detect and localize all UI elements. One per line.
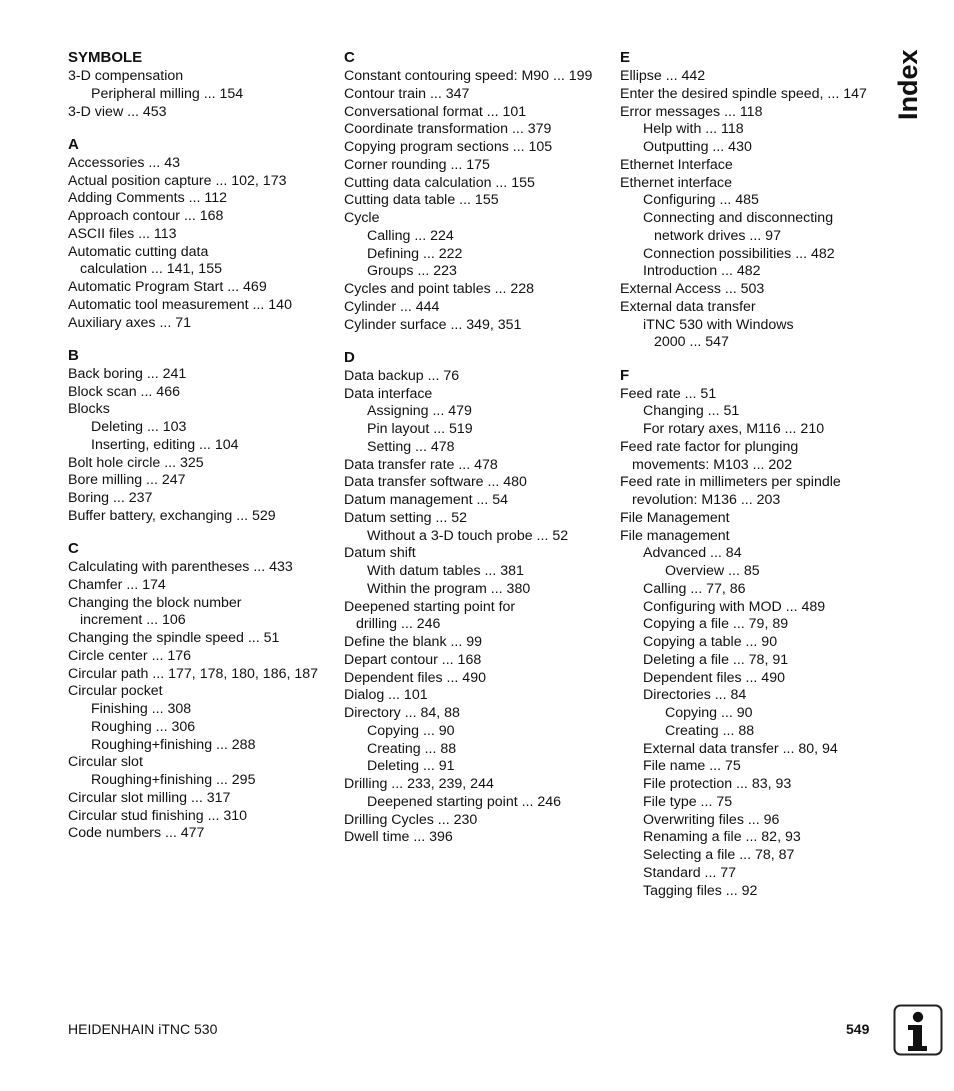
index-entry: Drilling ... 233, 239, 244 bbox=[344, 776, 494, 792]
index-entry: Automatic tool measurement ... 140 bbox=[68, 296, 292, 313]
index-entry: External data transfer bbox=[620, 298, 756, 315]
index-entry: Changing the spindle speed ... 51 bbox=[68, 630, 280, 646]
index-entry: Creating ... 88 bbox=[367, 740, 457, 757]
index-entry: Peripheral milling ... 154 bbox=[91, 85, 244, 102]
index-column-3 bbox=[620, 48, 885, 914]
index-entry: Roughing+finishing ... 295 bbox=[91, 772, 256, 788]
footer-publication: HEIDENHAIN iTNC 530 bbox=[68, 1021, 218, 1037]
index-section-heading: C bbox=[344, 49, 355, 66]
index-entry: Cycles and point tables ... 228 bbox=[344, 281, 535, 297]
index-entry: Within the program ... 380 bbox=[367, 580, 531, 597]
index-entry: Setting ... 478 bbox=[367, 438, 455, 455]
index-entry: Changing ... 51 bbox=[643, 403, 740, 420]
index-entry: Data backup ... 76 bbox=[344, 367, 460, 384]
index-entry: For rotary axes, M116 ... 210 bbox=[643, 421, 825, 437]
index-entry: File type ... 75 bbox=[643, 793, 733, 810]
index-entry: Advanced ... 84 bbox=[643, 545, 742, 562]
index-entry: Bore milling ... 247 bbox=[68, 472, 186, 489]
index-entry: Error messages ... 118 bbox=[620, 103, 763, 120]
index-entry: Feed rate in millimeters per spindle bbox=[620, 474, 841, 491]
index-entry: Pin layout ... 519 bbox=[367, 421, 473, 437]
index-entry: Inserting, editing ... 104 bbox=[91, 436, 239, 453]
index-section-heading: SYMBOLE bbox=[68, 49, 143, 66]
index-entry: Overwriting files ... 96 bbox=[643, 811, 780, 828]
index-entry: Calling ... 224 bbox=[367, 227, 454, 244]
index-section bbox=[344, 348, 612, 847]
index-entry: ASCII files ... 113 bbox=[68, 225, 177, 242]
index-entry: Feed rate ... 51 bbox=[620, 385, 717, 402]
index-entry: Code numbers ... 477 bbox=[68, 825, 205, 842]
index-entry: Data transfer software ... 480 bbox=[344, 474, 527, 491]
index-entry: calculation ... 141, 155 bbox=[80, 261, 222, 278]
index-entry: Cycle bbox=[344, 210, 380, 226]
index-entry: movements: M103 ... 202 bbox=[632, 456, 793, 473]
index-entry: Finishing ... 308 bbox=[91, 701, 192, 717]
index-entry: Deepened starting point for bbox=[344, 598, 516, 615]
index-section-heading: D bbox=[344, 348, 355, 366]
index-entry: Auxiliary axes ... 71 bbox=[68, 314, 192, 331]
index-entry: Cutting data calculation ... 155 bbox=[344, 174, 535, 191]
index-column-2 bbox=[344, 48, 612, 861]
index-column-1 bbox=[68, 48, 336, 857]
index-entry: 3-D compensation bbox=[68, 68, 184, 84]
index-entry: Contour train ... 347 bbox=[344, 85, 470, 102]
index-entry: Connection possibilities ... 482 bbox=[643, 245, 835, 262]
index-entry: Deleting a file ... 78, 91 bbox=[643, 651, 789, 668]
index-entry: Bolt hole circle ... 325 bbox=[68, 454, 204, 471]
index-section bbox=[620, 366, 885, 901]
index-entry: File protection ... 83, 93 bbox=[643, 776, 792, 792]
index-entry: Automatic cutting data bbox=[68, 243, 209, 260]
index-entry: Circular pocket bbox=[68, 683, 163, 700]
index-entry: Approach contour ... 168 bbox=[68, 208, 224, 224]
index-entry: Directory ... 84, 88 bbox=[344, 705, 460, 721]
index-section bbox=[68, 135, 336, 333]
index-entry: Help with ... 118 bbox=[643, 121, 744, 138]
index-entry: Dependent files ... 490 bbox=[344, 669, 486, 686]
index-section bbox=[68, 48, 336, 121]
index-entry: Outputting ... 430 bbox=[643, 139, 752, 155]
index-entry: Changing the block number bbox=[68, 594, 242, 611]
index-entry: Copying a table ... 90 bbox=[643, 634, 778, 650]
index-entry: Roughing+finishing ... 288 bbox=[91, 736, 256, 753]
index-entry: Back boring ... 241 bbox=[68, 365, 187, 382]
index-entry: Cylinder surface ... 349, 351 bbox=[344, 316, 522, 333]
index-entry: Circular path ... 177, 178, 180, 186, 187 bbox=[68, 665, 319, 682]
index-entry: Configuring ... 485 bbox=[643, 192, 759, 209]
index-entry: Copying ... 90 bbox=[367, 722, 455, 739]
index-entry: Ellipse ... 442 bbox=[620, 68, 706, 84]
index-entry: Defining ... 222 bbox=[367, 245, 463, 262]
index-entry: Creating ... 88 bbox=[665, 722, 755, 739]
index-entry: External Access ... 503 bbox=[620, 281, 765, 297]
index-entry: Deleting ... 91 bbox=[367, 758, 455, 775]
index-entry: Adding Comments ... 112 bbox=[68, 190, 228, 207]
index-section bbox=[344, 48, 612, 334]
index-entry: With datum tables ... 381 bbox=[367, 563, 524, 579]
index-entry: Ethernet interface bbox=[620, 174, 732, 191]
index-entry: Enter the desired spindle speed, ... 147 bbox=[620, 85, 867, 102]
index-side-tab-label: Index bbox=[893, 49, 923, 120]
index-entry: Ethernet Interface bbox=[620, 156, 733, 173]
index-section-heading: F bbox=[620, 366, 630, 384]
index-section bbox=[620, 48, 885, 352]
index-entry: Chamfer ... 174 bbox=[68, 576, 166, 593]
index-entry: Introduction ... 482 bbox=[643, 263, 761, 280]
index-entry: drilling ... 246 bbox=[356, 616, 441, 633]
index-section-heading: E bbox=[620, 49, 631, 66]
index-side-tab bbox=[892, 44, 952, 126]
index-entry: Overview ... 85 bbox=[665, 563, 760, 579]
index-entry: Datum management ... 54 bbox=[344, 492, 509, 508]
index-entry: Drilling Cycles ... 230 bbox=[344, 811, 478, 828]
index-entry: Constant contouring speed: M90 ... 199 bbox=[344, 68, 593, 84]
index-entry: Automatic Program Start ... 469 bbox=[68, 279, 267, 295]
index-entry: Roughing ... 306 bbox=[91, 718, 196, 735]
index-entry: Depart contour ... 168 bbox=[344, 651, 482, 668]
index-entry: File Management bbox=[620, 509, 730, 526]
index-entry: Boring ... 237 bbox=[68, 490, 153, 506]
index-entry: Circular stud finishing ... 310 bbox=[68, 807, 248, 824]
index-entry: 2000 ... 547 bbox=[654, 334, 729, 351]
index-entry: External data transfer ... 80, 94 bbox=[643, 740, 838, 757]
index-entry: Directories ... 84 bbox=[643, 687, 747, 704]
index-entry: Coordinate transformation ... 379 bbox=[344, 121, 552, 138]
index-entry: Circular slot milling ... 317 bbox=[68, 789, 231, 806]
index-entry: Copying ... 90 bbox=[665, 705, 753, 721]
index-entry: Accessories ... 43 bbox=[68, 154, 180, 171]
index-entry: Deleting ... 103 bbox=[91, 419, 187, 435]
info-icon bbox=[893, 1004, 943, 1056]
index-entry: iTNC 530 with Windows bbox=[643, 316, 794, 333]
index-entry: Renaming a file ... 82, 93 bbox=[643, 829, 801, 846]
index-entry: Copying a file ... 79, 89 bbox=[643, 616, 789, 633]
index-section bbox=[68, 539, 336, 843]
index-section bbox=[68, 346, 336, 526]
index-section-heading: B bbox=[68, 346, 79, 364]
index-entry: Circular slot bbox=[68, 754, 143, 771]
index-section-heading: A bbox=[68, 135, 79, 153]
index-entry: File name ... 75 bbox=[643, 758, 741, 775]
index-entry: Dependent files ... 490 bbox=[643, 669, 785, 686]
index-entry: Dialog ... 101 bbox=[344, 687, 428, 704]
index-entry: Buffer battery, exchanging ... 529 bbox=[68, 507, 276, 524]
index-entry: Deepened starting point ... 246 bbox=[367, 793, 562, 810]
index-entry: Define the blank ... 99 bbox=[344, 634, 483, 650]
index-entry: Conversational format ... 101 bbox=[344, 103, 527, 120]
index-entry: Selecting a file ... 78, 87 bbox=[643, 847, 795, 863]
index-entry: Connecting and disconnecting bbox=[643, 210, 834, 226]
index-entry: revolution: M136 ... 203 bbox=[632, 492, 781, 508]
index-entry: Circle center ... 176 bbox=[68, 647, 192, 664]
index-entry: Cylinder ... 444 bbox=[344, 298, 440, 315]
index-entry: Calculating with parentheses ... 433 bbox=[68, 559, 293, 575]
index-entry: Blocks bbox=[68, 401, 110, 418]
index-side-tab-graphic bbox=[892, 44, 952, 126]
index-entry: Without a 3-D touch probe ... 52 bbox=[367, 527, 569, 544]
index-entry: Block scan ... 466 bbox=[68, 383, 180, 400]
index-entry: Data interface bbox=[344, 385, 433, 402]
index-entry: Standard ... 77 bbox=[643, 864, 737, 881]
index-entry: Corner rounding ... 175 bbox=[344, 156, 490, 173]
index-entry: Feed rate factor for plunging bbox=[620, 438, 799, 455]
index-entry: Groups ... 223 bbox=[367, 263, 457, 280]
index-entry: Assigning ... 479 bbox=[367, 403, 472, 420]
index-entry: Tagging files ... 92 bbox=[643, 882, 758, 899]
index-entry: Data transfer rate ... 478 bbox=[344, 456, 498, 473]
index-entry: network drives ... 97 bbox=[654, 227, 781, 244]
index-entry: Cutting data table ... 155 bbox=[344, 192, 499, 209]
index-entry: Datum shift bbox=[344, 545, 416, 562]
index-entry: Copying program sections ... 105 bbox=[344, 139, 553, 155]
index-entry: File management bbox=[620, 527, 730, 544]
index-entry: Datum setting ... 52 bbox=[344, 509, 468, 526]
index-entry: 3-D view ... 453 bbox=[68, 103, 167, 120]
index-entry: Calling ... 77, 86 bbox=[643, 580, 746, 597]
index-entry: Dwell time ... 396 bbox=[344, 829, 453, 846]
footer-page-number: 549 bbox=[846, 1021, 870, 1037]
index-entry: Configuring with MOD ... 489 bbox=[643, 598, 826, 615]
index-section-heading: C bbox=[68, 540, 79, 557]
index-entry: Actual position capture ... 102, 173 bbox=[68, 172, 287, 189]
index-entry: increment ... 106 bbox=[80, 612, 186, 629]
